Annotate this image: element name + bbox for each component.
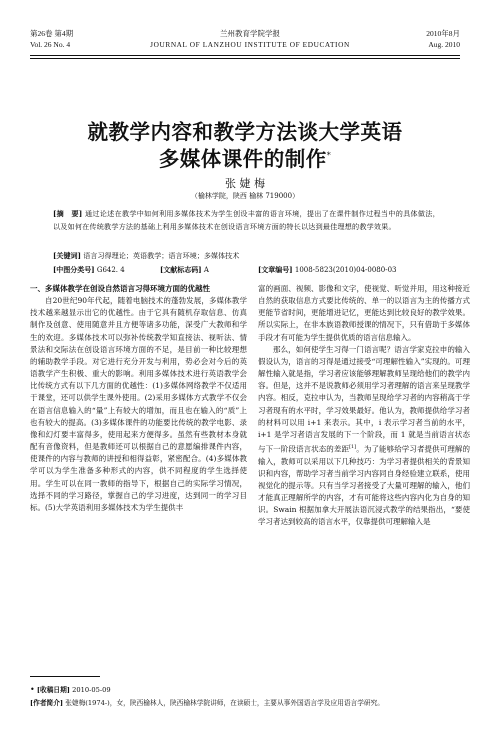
- keywords-label: [关键词]: [53, 251, 81, 260]
- document-code: [160, 265, 209, 275]
- volume-cn: 第26卷 第4期: [30, 29, 74, 38]
- citation-mark: [1]: [349, 444, 357, 451]
- articleno-label: [文章编号]: [258, 265, 293, 274]
- header-date: [426, 28, 460, 50]
- abstract-text: 通过论述在教学中如何利用多媒体技术为学生创设丰富的语言环境，提出了在课件制作过程当中的具体做法，以及如何在传统教学方法的基础上利用多媒体技术在创设语言环境方面的特长以达到最佳理想的教学效果。: [53, 209, 440, 231]
- author-bio-label: [作者简介]: [30, 699, 64, 707]
- journal-name-en: JOURNAL OF LANZHOU INSTITUTE OF EDUCATION: [150, 40, 350, 49]
- doccode-value: A: [203, 266, 209, 274]
- author-affiliation: （榆林学院，陕西 榆林 719000）: [190, 192, 300, 200]
- header-rule-thick: [30, 55, 460, 56]
- abstract: [53, 207, 440, 233]
- bullet-icon: •: [30, 685, 35, 694]
- author-bio-value: 张婕梅(1974-)，女，陕西榆林人，陕西榆林学院讲师，在读硕士，主要从事外国语言学及应用语言学研究。: [65, 699, 384, 707]
- abstract-label: [摘 要]: [53, 209, 83, 218]
- author-name: 张 婕 梅: [225, 177, 265, 190]
- article-title-line1: 就教学内容和教学方法谈大学英语: [87, 120, 403, 144]
- article-title-line2: [30, 144, 460, 171]
- doccode-label: [文献标志码]: [160, 265, 202, 274]
- paragraph-text-a: 那么，如何使学生习得一门语言呢？语言学家克拉申的输入假设认为，语言的习得是通过接受“可理解性输入”实现的。可理解性输入就是指，学习者应该能够理解教师呈现给他们的教学内容。但是，这并不是说教师必须用学习者理解的语言来呈现教学内容。相反，克拉申认为，当教师呈现给学习者的内容稍高于学习者现有的水平时，学习效果最好。他认为，教师提供给学习者的材料可以用 i+1 来表示。其中，i 表示学习者当前的水平，i+1 是学习者语言发展的下一个阶段，而 1 就是当前语言状态与下一阶段语言状态的差距: [258, 344, 470, 454]
- clc-label: [中图分类号]: [53, 265, 95, 274]
- footnote-received: [30, 684, 460, 696]
- header-journal: [120, 28, 380, 50]
- clc-value: G642. 4: [96, 266, 125, 274]
- body-paragraph: [258, 344, 470, 529]
- volume-en: Vol. 26 No. 4: [30, 40, 71, 49]
- received-label: [收稿日期]: [36, 686, 70, 694]
- header-rule-thin: [30, 58, 460, 59]
- keywords: [53, 251, 440, 261]
- body-right-column: [258, 283, 470, 529]
- keywords-text: 语言习得理论；英语教学；语言环境；多媒体技术: [83, 251, 240, 260]
- articleno-value: 1008-5823(2010)04-0080-03: [294, 266, 397, 274]
- received-value: 2010-05-09: [72, 686, 111, 694]
- body-paragraph-continued: 富的画面、视频、影像和文字，使视觉、听觉并用，用这种接近自然的获取信息方式要比传统的、单一的以语言为主的传播方式更能节省时间，更能增进记忆，更能达到比较良好的教学效果。所以实际上，在非本族语教师授课的情况下，只有借助于多媒体手段才有可能为学生提供优质的语言信息输入。: [258, 284, 470, 342]
- section-heading: 一、多媒体教学在创设自然语言习得环境方面的优越性: [30, 284, 210, 293]
- journal-name-cn: 兰州教育学院学报: [220, 29, 280, 38]
- footnote-rule: [30, 676, 100, 677]
- paragraph-text-b: 。为了能够给学习者提供可理解的输入，教师可以采用以下几种技巧：为学习者提供相关的背景知识和内容，帮助学习者当前学习内容同自身经验建立联系，使用视觉化的提示等。只有当学习者接受了大量可理解的输入，他们才能真正理解所学的内容，才有可能将这些内容内化为自身的知识。Swain 根据加拿大开展法语沉浸式教学的结果指出，“要使学习者达到较高的语言水平，仅靠提供可理解输入是: [258, 444, 471, 527]
- article-number: [258, 265, 397, 275]
- title-footnote-mark: *: [326, 151, 332, 160]
- clc-number: [53, 265, 125, 275]
- title-text: 多媒体课件的制作: [158, 146, 327, 171]
- date-en: Aug. 2010: [428, 40, 460, 49]
- footnote-author-bio: [30, 697, 460, 709]
- date-cn: 2010年8月: [426, 29, 460, 38]
- body-left-column: [30, 283, 247, 514]
- header-volume: [30, 28, 73, 50]
- body-paragraph: 自20世纪90年代起，随着电脑技术的蓬勃发展，多媒体教学技术越来越显示出它的优越性。由于它具有随机存取信息、仿真制作及创意、使用随意并且方便等诸多功能，深受广大教师和学生的欢迎。多媒体技术可以弥补传统教学知直接法、视听法、情景法和交际法在创设语言环境方面的不足，是目前一种比较理想的辅助教学手段。对它进行充分开发与利用，势必会对今后的英语教学产生积极、重大的影响。利用多媒体技术进行英语教学会比传统方式有以下几方面的优越性：(1)多媒体网络教学不仅适用于课堂，还可以供学生课外使用。(2)采用多媒体方式教学不仅会在语言信息输入的“量”上有较大的增加，而且也在输入的“质”上也有较大的提高。(3)多媒体课件的功能要比传统的教学电影、录像和幻灯要丰富得多，使用起来方便得多。虽然有些教材本身就配有音像资料，但是教师还可以根据自己的意愿编排课件内容，使课件的内容与教师的讲授和相得益彰，紧密配合。(4)多媒体教学可以为学生准备多种形式的内容，供不同程度的学生选择使用。学生可以在同一教师的指导下，根据自己的实际学习情况，选择不同的学习路径，掌握自己的学习进度，达到同一的学习目标。(5)大学英语利用多媒体技术为学生提供丰: [30, 296, 247, 512]
